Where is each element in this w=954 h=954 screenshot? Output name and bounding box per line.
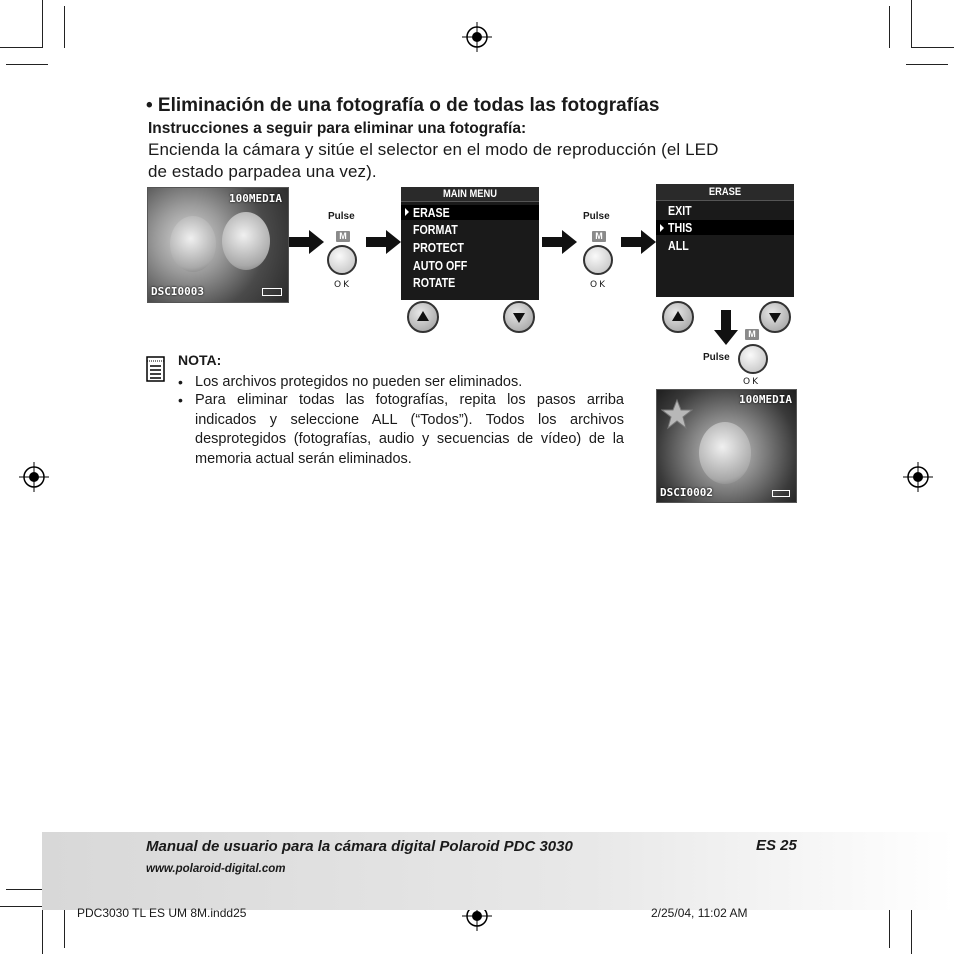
menu-title: MAIN MENU <box>442 188 498 200</box>
camera-photo-screen <box>656 389 797 503</box>
crop-mark <box>911 906 912 954</box>
note-bullet: Los archivos protegidos no pueden ser eliminados. <box>195 374 523 390</box>
pulse-label: Pulse <box>328 211 355 222</box>
crop-mark <box>64 6 65 48</box>
bullet-icon: • <box>178 392 183 408</box>
m-key-icon: M <box>592 231 606 242</box>
footer-url: www.polaroid-digital.com <box>146 863 286 875</box>
arrow-right-icon <box>621 229 657 255</box>
down-button[interactable] <box>503 301 535 333</box>
selection-pointer-icon <box>405 208 409 216</box>
crop-mark <box>0 906 42 907</box>
bullet-icon: • <box>178 374 183 390</box>
pulse-label: Pulse <box>703 352 730 363</box>
section-heading: • Eliminación de una fotografía o de todas las fotografías <box>146 95 660 116</box>
battery-icon <box>772 490 790 497</box>
menu-item-all[interactable]: ALL <box>668 238 689 253</box>
crop-mark <box>911 47 954 48</box>
battery-icon <box>262 288 282 296</box>
arrow-right-icon <box>366 229 402 255</box>
arrow-right-icon <box>542 229 578 255</box>
selection-pointer-icon <box>660 224 664 232</box>
body-text-line: de estado parpadea una vez). <box>148 162 377 181</box>
arrow-right-icon <box>289 229 325 255</box>
file-label: DSCI0003 <box>151 285 204 298</box>
slug-file: PDC3030 TL ES UM 8M.indd25 <box>77 906 247 920</box>
down-button[interactable] <box>759 301 791 333</box>
photo-face <box>222 212 270 270</box>
body-text-line: Encienda la cámara y sitúe el selector en el modo de reproducción (el LED <box>148 140 719 159</box>
photo-face <box>699 422 751 484</box>
erase-menu-screen <box>656 184 794 297</box>
menu-item-rotate[interactable]: ROTATE <box>413 275 456 290</box>
instructions-subheading: Instrucciones a seguir para eliminar una fotografía: <box>148 120 527 137</box>
star-wand-icon <box>661 398 693 430</box>
up-button[interactable] <box>662 301 694 333</box>
folder-label: 100MEDIA <box>739 393 792 406</box>
triangle-down-icon <box>505 303 533 331</box>
crop-mark <box>906 64 948 65</box>
triangle-up-icon <box>664 303 692 331</box>
m-key-icon: M <box>745 329 759 340</box>
ok-button[interactable] <box>583 245 613 275</box>
ok-button[interactable] <box>738 344 768 374</box>
menu-title: ERASE <box>708 186 742 198</box>
crop-mark <box>42 906 43 954</box>
menu-item-this[interactable]: THIS <box>668 220 693 235</box>
registration-mark-icon <box>19 462 49 492</box>
ok-label: OK <box>590 280 607 290</box>
notepad-icon <box>146 356 165 382</box>
crop-mark <box>42 0 43 48</box>
note-bullet: Para eliminar todas las fotografías, repita los pasos arriba indicados y seleccione ALL (“Todos”). Todos los archivos desprotegidos (fotografías, audio y secuencias de vídeo) de la memoria actual serán eliminados. <box>195 392 624 467</box>
menu-item-erase[interactable]: ERASE <box>413 205 450 220</box>
menu-item-auto-off[interactable]: AUTO OFF <box>413 258 468 273</box>
menu-item-exit[interactable]: EXIT <box>668 203 692 218</box>
note-title: NOTA: <box>178 352 222 368</box>
ok-label: OK <box>743 377 760 387</box>
registration-mark-icon <box>462 22 492 52</box>
triangle-down-icon <box>761 303 789 331</box>
folder-label: 100MEDIA <box>229 192 282 205</box>
main-menu-screen <box>401 187 539 300</box>
ok-label: OK <box>334 280 351 290</box>
footer-title: Manual de usuario para la cámara digital Polaroid PDC 3030 <box>146 838 573 855</box>
page-number: ES 25 <box>756 837 797 854</box>
arrow-down-icon <box>713 310 739 346</box>
crop-mark <box>0 47 42 48</box>
registration-mark-icon <box>903 462 933 492</box>
menu-item-format[interactable]: FORMAT <box>413 222 458 237</box>
menu-item-protect[interactable]: PROTECT <box>413 240 464 255</box>
camera-photo-screen <box>147 187 289 303</box>
ok-button[interactable] <box>327 245 357 275</box>
crop-mark <box>64 906 65 948</box>
up-button[interactable] <box>407 301 439 333</box>
file-label: DSCI0002 <box>660 486 713 499</box>
slug-date: 2/25/04, 11:02 AM <box>651 906 748 920</box>
photo-face <box>170 216 216 272</box>
crop-mark <box>911 0 912 48</box>
pulse-label: Pulse <box>583 211 610 222</box>
crop-mark <box>889 6 890 48</box>
crop-mark <box>889 906 890 948</box>
m-key-icon: M <box>336 231 350 242</box>
triangle-up-icon <box>409 303 437 331</box>
crop-mark <box>6 64 48 65</box>
